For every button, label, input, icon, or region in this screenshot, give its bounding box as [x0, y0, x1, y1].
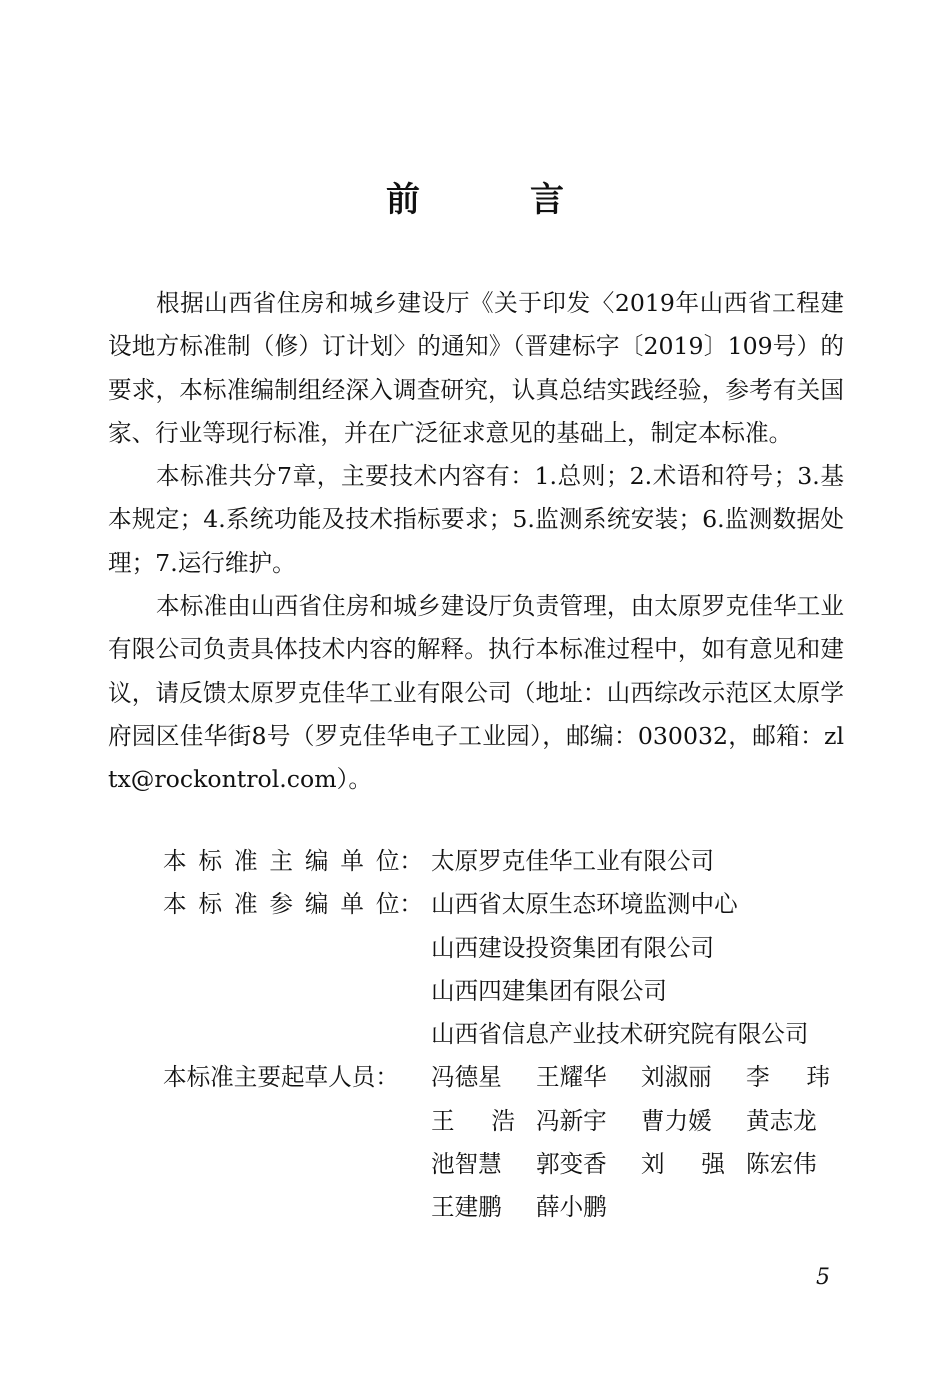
drafters-row: [163, 1100, 844, 1143]
participating-unit-row: [163, 970, 844, 1013]
label-char: 本: [163, 847, 187, 875]
chief-unit-label: [163, 840, 423, 883]
drafter-names: [423, 1186, 641, 1229]
participating-unit-row: [163, 1013, 844, 1056]
drafters-row: [163, 1186, 844, 1229]
drafter-name: 冯德星: [431, 1063, 502, 1092]
participating-unit-row: [163, 883, 844, 926]
label-char: 本: [163, 890, 187, 919]
drafter-name: 冯新宇: [536, 1106, 607, 1135]
chief-unit-value: 太原罗克佳华工业有限公司: [431, 847, 715, 875]
label-char: 主: [269, 847, 293, 875]
drafter-names: [423, 1143, 851, 1186]
drafter-name: 刘淑丽: [641, 1063, 712, 1092]
label-char: 单: [340, 890, 364, 919]
paragraph-basis: 根据山西省住房和城乡建设厅《关于印发〈2019年山西省工程建设地方标准制（修）订计划〉的通知》（晋建标字〔2019〕109号）的要求，本标准编制组经深入调查研究，认真总结实践经验，参考有关国家、行业等现行标准，并在广泛征求意见的基础上，制定本标准。: [108, 289, 844, 447]
drafters-row: [163, 1143, 844, 1186]
drafter-name: 曹力媛: [641, 1106, 712, 1135]
drafter-name: 陈宏伟: [746, 1150, 817, 1179]
label-char: 位：: [375, 847, 423, 875]
participating-unit: 山西省太原生态环境监测中心: [431, 890, 738, 919]
label-char: 准: [233, 847, 258, 875]
drafter-name: 薛小鹏: [536, 1193, 607, 1222]
drafter-name: 王耀华: [536, 1063, 607, 1092]
participating-unit: 山西建设投资集团有限公司: [431, 933, 715, 962]
drafters-label: 本标准主要起草人员：: [163, 1063, 399, 1092]
paragraph-contents: 本标准共分7章，主要技术内容有：1.总则；2.术语和符号；3.基本规定；4.系统功能及技术指标要求；5.监测系统安装；6.监测数据处理；7.运行维护。: [108, 462, 844, 577]
page-title: 前 言: [386, 180, 602, 220]
label-char: 标: [198, 847, 223, 875]
participating-unit: 山西四建集团有限公司: [431, 976, 667, 1005]
participating-unit: 山西省信息产业技术研究院有限公司: [431, 1020, 809, 1049]
drafter-name: 王建鹏: [431, 1193, 502, 1222]
drafter-name: 王 浩: [431, 1106, 515, 1135]
drafters-row: [163, 1056, 844, 1099]
label-char: 位：: [375, 890, 423, 919]
paragraph-management: 本标准由山西省住房和城乡建设厅负责管理，由太原罗克佳华工业有限公司负责具体技术内容的解释。执行本标准过程中，如有意见和建议，请反馈太原罗克佳华工业有限公司（地址：山西综改示范区太原学府园区佳华街8号（罗克佳华电子工业园），邮编：030032，邮箱：zltx@rockontrol.com）。: [108, 592, 844, 794]
drafter-name: 李 玮: [746, 1063, 830, 1092]
page-number: 5: [816, 1265, 830, 1290]
drafter-name: 刘 强: [641, 1150, 725, 1179]
credits-block: [163, 840, 844, 1230]
chief-unit-row: [163, 840, 844, 883]
participating-unit-row: [163, 927, 844, 970]
label-char: 编: [304, 847, 329, 875]
drafter-names: [423, 1056, 851, 1099]
participating-unit-label: [163, 883, 423, 926]
drafter-name: 池智慧: [431, 1150, 502, 1179]
preface-body: [108, 282, 844, 802]
label-char: 准: [233, 890, 258, 919]
drafter-name: 黄志龙: [746, 1106, 817, 1135]
drafter-name: 郭变香: [536, 1150, 607, 1179]
label-char: 编: [304, 890, 329, 919]
label-char: 单: [340, 847, 364, 875]
label-char: 标: [198, 890, 223, 919]
label-char: 参: [269, 890, 293, 919]
drafter-names: [423, 1100, 851, 1143]
